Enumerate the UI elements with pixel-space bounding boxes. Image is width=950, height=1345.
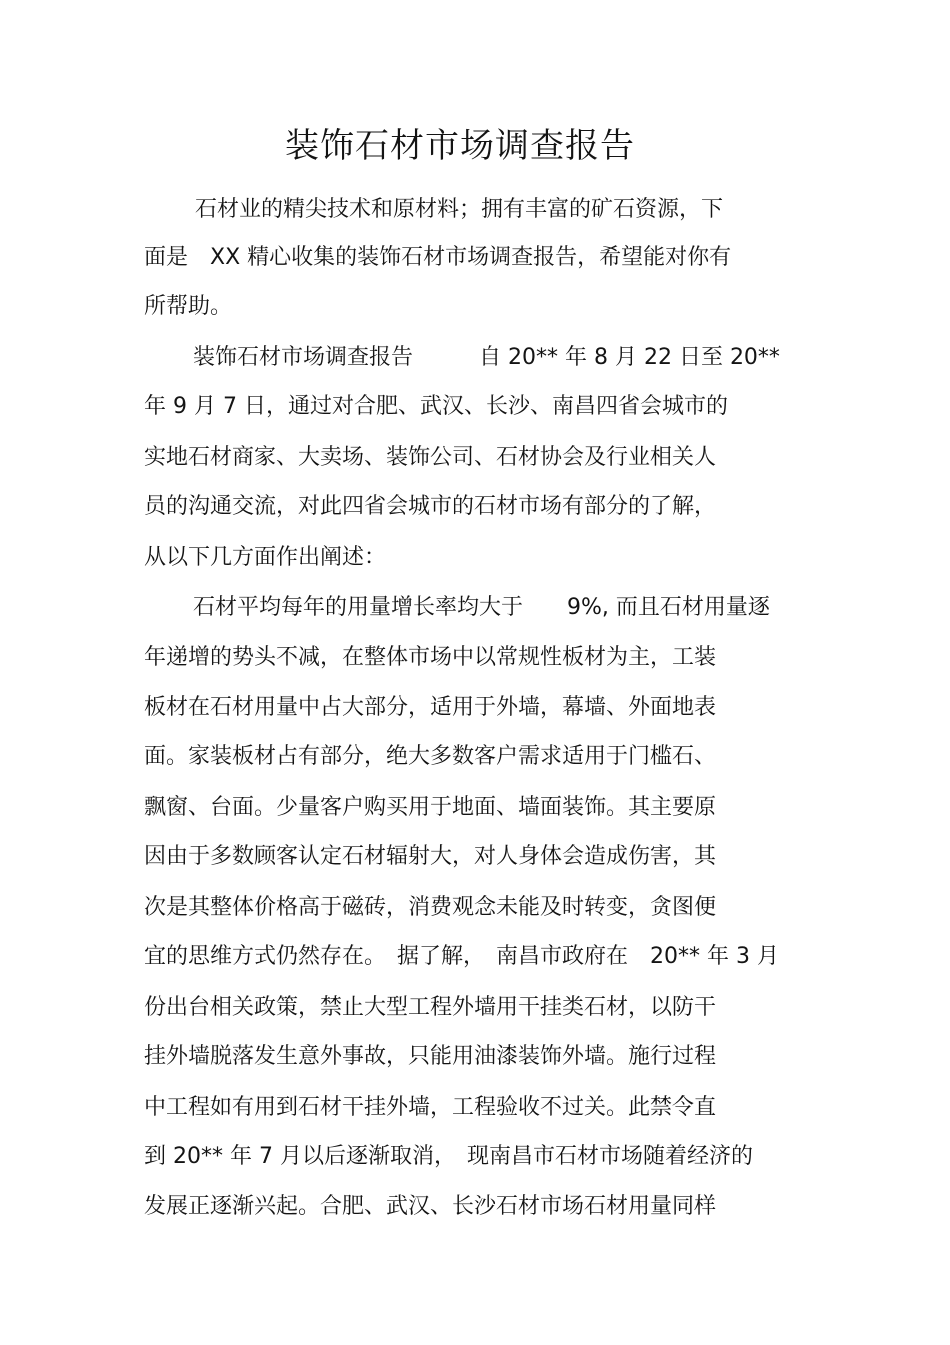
- body-line: 板材在石材用量中占大部分，适用于外墙，幕墙、外面地表: [144, 695, 717, 720]
- body-line: 飘窗、台面。少量客户购买用于地面、墙面装饰。其主要原: [144, 795, 717, 820]
- body-line: 年递增的势头不减，在整体市场中以常规性板材为主，工装: [144, 645, 717, 670]
- body-line: 年 9 月 7 日，通过对合肥、武汉、长沙、南昌四省会城市的: [144, 394, 728, 419]
- body-line: 面是 XX 精心收集的装饰石材市场调查报告，希望能对你有: [144, 245, 732, 270]
- body-line: 所帮助。: [144, 294, 233, 319]
- body-line: 实地石材商家、大卖场、装饰公司、石材协会及行业相关人: [144, 445, 717, 470]
- body-line: 员的沟通交流，对此四省会城市的石材市场有部分的了解，: [144, 494, 717, 519]
- body-line: 因由于多数顾客认定石材辐射大，对人身体会造成伤害，其: [144, 844, 717, 869]
- body-line: 从以下几方面作出阐述：: [144, 545, 387, 570]
- body-line: 中工程如有用到石材干挂外墙，工程验收不过关。此禁令直: [144, 1095, 717, 1120]
- body-line: 到 20** 年 7 月以后逐渐取消， 现南昌市石材市场随着经济的: [144, 1144, 753, 1169]
- body-line: 次是其整体价格高于磁砖，消费观念未能及时转变，贪图便: [144, 895, 717, 920]
- body-line: 份出台相关政策，禁止大型工程外墙用干挂类石材，以防干: [144, 995, 717, 1020]
- body-line: 宜的思维方式仍然存在。 据了解， 南昌市政府在 20** 年 3 月: [144, 944, 779, 969]
- body-line: 石材平均每年的用量增长率均大于 9%, 而且石材用量逐: [193, 595, 770, 620]
- document-title: 装饰石材市场调查报告: [285, 126, 635, 166]
- body-line: 挂外墙脱落发生意外事故，只能用油漆装饰外墙。施行过程: [144, 1044, 717, 1069]
- body-line: 石材业的精尖技术和原材料；拥有丰富的矿石资源，下: [195, 197, 724, 222]
- body-line: 装饰石材市场调查报告 自 20** 年 8 月 22 日至 20**: [193, 345, 780, 370]
- body-line: 面。家装板材占有部分，绝大多数客户需求适用于门槛石、: [144, 744, 717, 769]
- body-line: 发展正逐渐兴起。合肥、武汉、长沙石材市场石材用量同样: [144, 1194, 717, 1219]
